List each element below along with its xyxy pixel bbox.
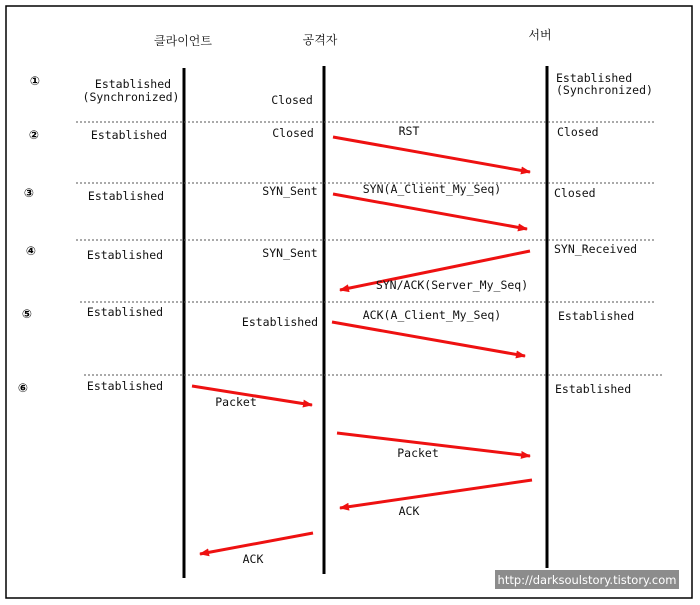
- client-state: Established: [87, 189, 165, 203]
- attacker-state: SYN_Sent: [262, 184, 318, 198]
- client-state: Established: [94, 77, 172, 91]
- server-state: Closed: [557, 125, 599, 139]
- message-label-ack: ACK: [398, 504, 420, 518]
- watermark-url: http://darksoulstory.tistory.com: [497, 573, 677, 587]
- step-number-6: ⑥: [17, 381, 29, 395]
- server-state: Established: [558, 309, 635, 323]
- server-state: Closed: [554, 186, 596, 200]
- message-label-packet: Packet: [397, 446, 439, 460]
- client-state-detail: (Synchronized): [82, 90, 180, 104]
- message-label-syn: SYN(A_Client_My_Seq): [362, 182, 502, 196]
- message-label-ack: ACK(A_Client_My_Seq): [362, 308, 502, 322]
- server-state: Established: [556, 71, 633, 85]
- attacker-state: Established: [241, 315, 319, 329]
- attacker-state: Closed: [272, 126, 314, 140]
- message-label-rst: RST: [398, 124, 420, 138]
- step-number-5: ⑤: [21, 307, 33, 321]
- step-number-3: ③: [23, 186, 35, 200]
- step-number-2: ②: [28, 128, 40, 142]
- message-label-packet: Packet: [215, 395, 257, 409]
- attacker-state: SYN_Sent: [262, 246, 318, 260]
- client-state: Established: [86, 379, 164, 393]
- step-number-1: ①: [29, 74, 41, 88]
- attacker-state: Closed: [271, 93, 313, 107]
- client-state: Established: [90, 128, 168, 142]
- client-state: Established: [86, 248, 164, 262]
- server-state: Established: [555, 382, 632, 396]
- column-header-attacker: 공격자: [302, 33, 338, 47]
- client-state: Established: [86, 305, 164, 319]
- server-state-detail: (Synchronized): [556, 83, 653, 97]
- server-state: SYN_Received: [554, 242, 638, 256]
- column-header-server: 서버: [528, 28, 552, 42]
- message-label-syn-ack: SYN/ACK(Server_My_Seq): [375, 278, 529, 292]
- column-header-client: 클라이언트: [154, 34, 212, 48]
- step-number-4: ④: [25, 244, 37, 258]
- message-label-ack: ACK: [242, 552, 264, 566]
